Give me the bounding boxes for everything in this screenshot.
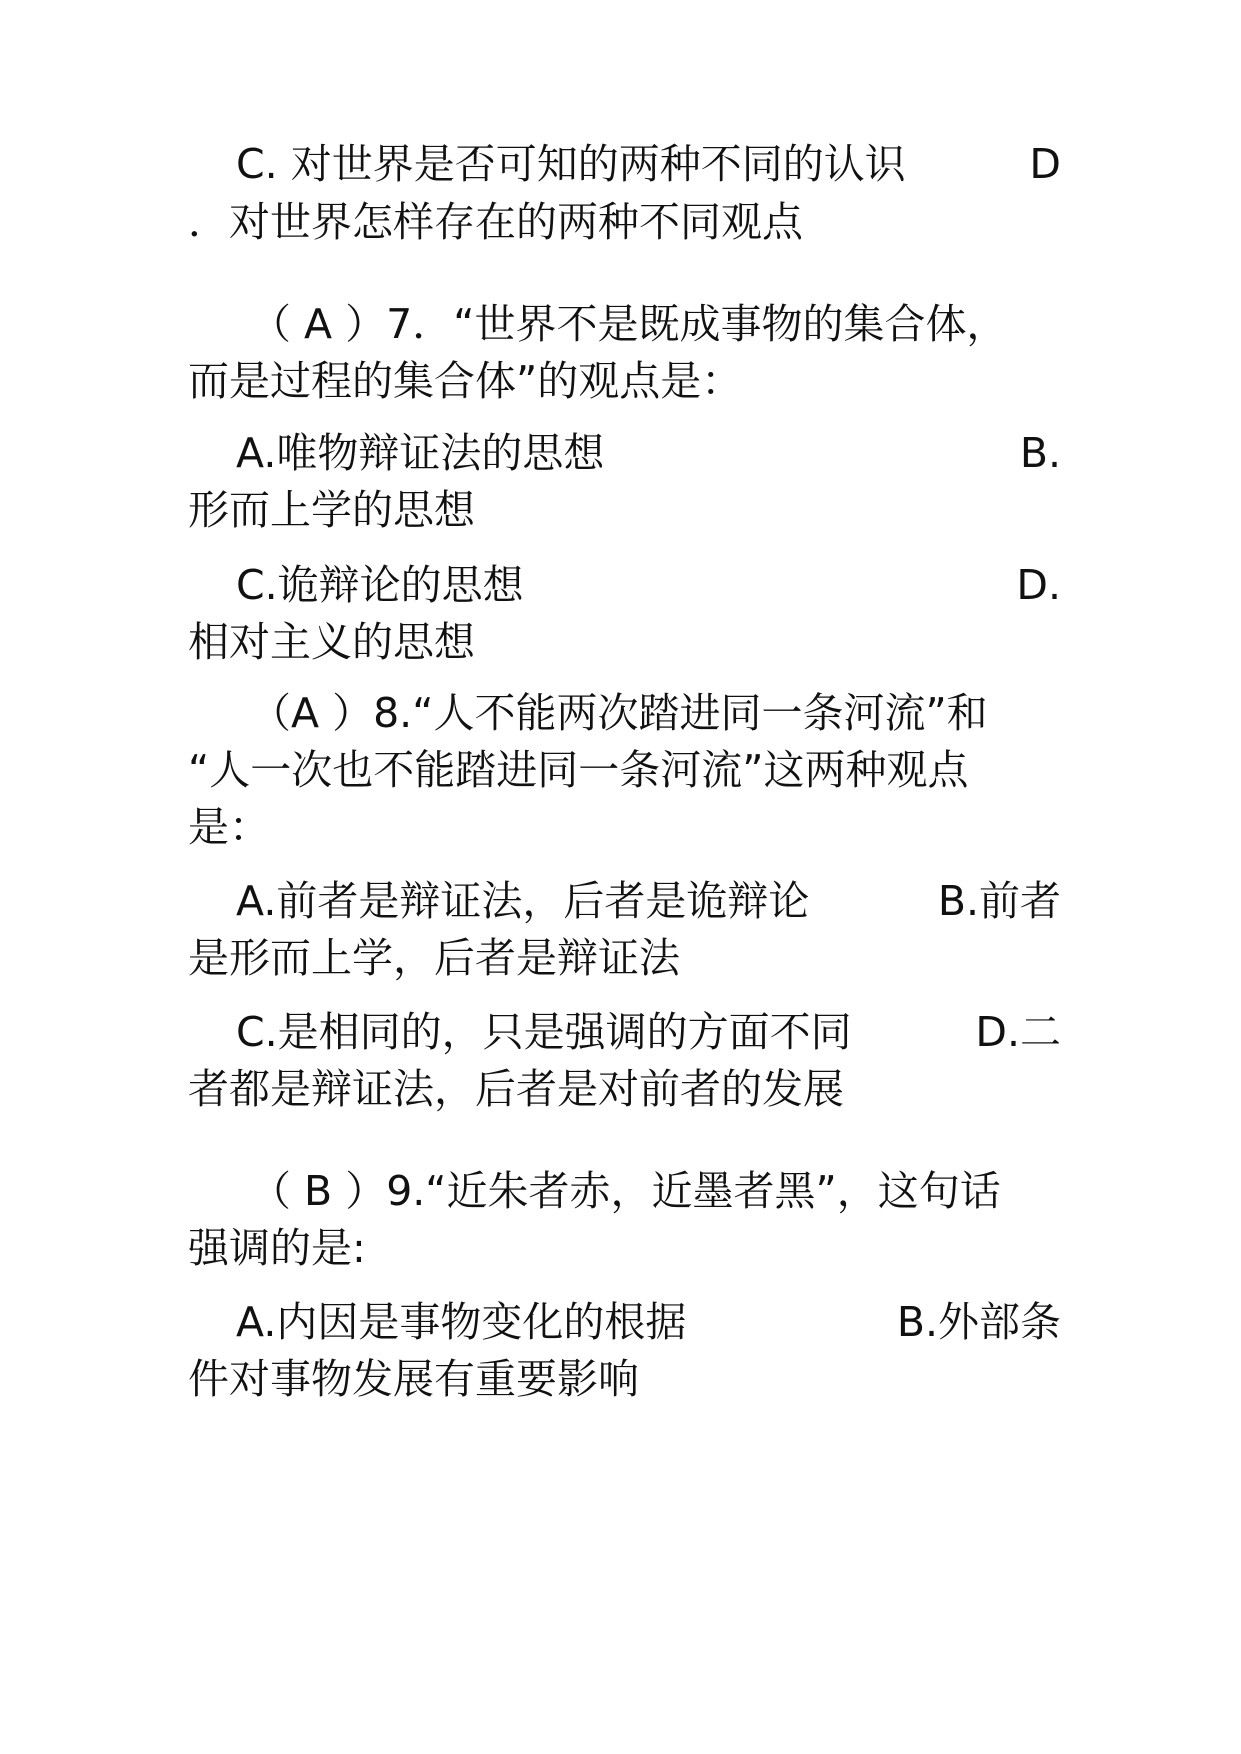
q9-option-a: A.内因是事物变化的根据 — [236, 1298, 687, 1346]
q7-option-c: C.诡辩论的思想 — [236, 561, 524, 609]
q8-option-b-head: B.前者 — [937, 877, 1061, 925]
q7-option-a-line — [236, 425, 1061, 481]
q8-option-d-head: D.二 — [975, 1008, 1061, 1056]
q8-option-b-text: 是形而上学，后者是辩证法 — [188, 934, 680, 982]
q9-option-b-text: 件对事物发展有重要影响 — [188, 1355, 639, 1403]
q8-stem-line-1: （A ）8.“人不能两次踏进同一条河流”和 — [250, 689, 988, 737]
q8-option-a-line — [236, 873, 1061, 929]
q7-option-c-line — [236, 557, 1061, 613]
q7-option-b-letter: B. — [1019, 429, 1061, 477]
q9-option-b-head: B.外部条 — [896, 1298, 1061, 1346]
q8-option-d-text: 者都是辩证法，后者是对前者的发展 — [188, 1065, 844, 1113]
q9-stem-line-1: （ B ）9.“近朱者赤，近墨者黑”，这句话 — [250, 1167, 1001, 1215]
q7-stem-line-1: （ A ）7．“世界不是既成事物的集合体， — [250, 300, 1008, 348]
q6-option-c: C. 对世界是否可知的两种不同的认识 — [236, 140, 906, 188]
q8-stem-line-3: 是： — [188, 803, 270, 851]
q8-option-a: A.前者是辩证法，后者是诡辩论 — [236, 877, 810, 925]
q7-stem-line-2: 而是过程的集合体”的观点是： — [188, 357, 743, 405]
q8-stem-line-2: “人一次也不能踏进同一条河流”这两种观点 — [188, 746, 969, 794]
q7-option-b-text: 形而上学的思想 — [188, 486, 475, 534]
q7-option-d-text: 相对主义的思想 — [188, 618, 475, 666]
q8-option-c: C.是相同的，只是强调的方面不同 — [236, 1008, 852, 1056]
q8-option-c-line — [236, 1004, 1061, 1060]
q9-option-a-line — [236, 1294, 1061, 1350]
q6-option-d-letter: D — [1029, 140, 1061, 188]
q9-stem-line-2: 强调的是: — [188, 1224, 366, 1272]
q7-option-a: A.唯物辩证法的思想 — [236, 429, 605, 477]
q6-option-c-line — [236, 136, 1061, 192]
q6-option-d-text: ．对世界怎样存在的两种不同观点 — [188, 198, 803, 246]
q7-option-d-letter: D. — [1016, 561, 1061, 609]
